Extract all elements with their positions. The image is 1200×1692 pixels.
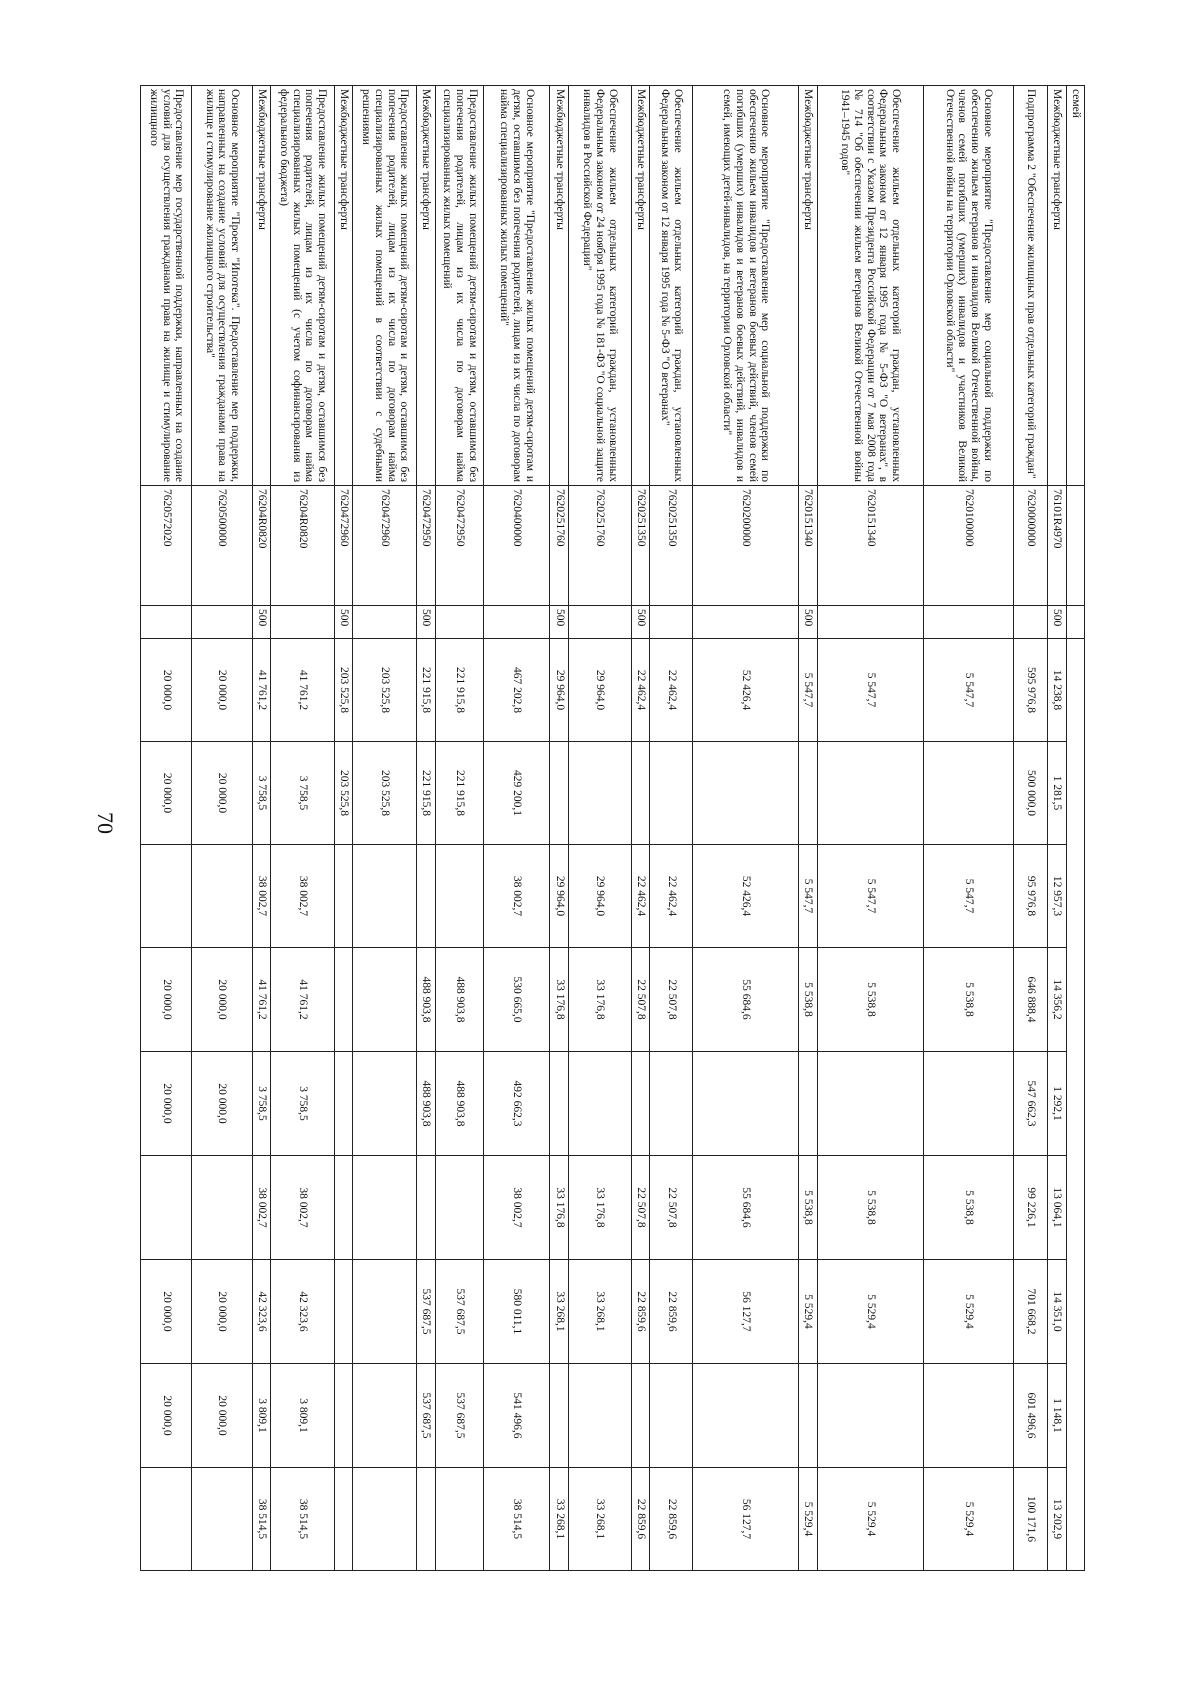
row-code: 7620251350 bbox=[631, 486, 650, 606]
row-value: 41 761,2 bbox=[252, 948, 271, 1052]
row-value: 5 529,4 bbox=[799, 1260, 818, 1364]
table-row bbox=[693, 86, 799, 1571]
row-value: 5 538,8 bbox=[923, 1156, 1014, 1260]
row-value: 55 684,6 bbox=[693, 948, 799, 1052]
row-value: 33 176,8 bbox=[550, 948, 569, 1052]
row-value bbox=[550, 742, 569, 845]
row-value bbox=[550, 1364, 569, 1468]
budget-table bbox=[140, 85, 1085, 1571]
row-kvr: 500 bbox=[252, 606, 271, 639]
row-value: 41 761,2 bbox=[271, 639, 334, 742]
row-value bbox=[650, 1364, 693, 1468]
row-value: 5 538,8 bbox=[817, 948, 923, 1052]
row-code: 7620251760 bbox=[568, 486, 631, 606]
row-value bbox=[141, 845, 192, 948]
row-value bbox=[650, 1052, 693, 1156]
table-row bbox=[631, 86, 650, 1571]
table-row bbox=[252, 86, 271, 1571]
row-value: 22 507,8 bbox=[650, 1156, 693, 1260]
row-value bbox=[353, 1468, 417, 1571]
row-value: 5 547,7 bbox=[923, 845, 1014, 948]
row-value: 33 268,1 bbox=[568, 1260, 631, 1364]
row-value: 38 002,7 bbox=[484, 1156, 550, 1260]
row-value: 3 809,1 bbox=[252, 1364, 271, 1468]
row-value: 1 281,5 bbox=[1047, 742, 1066, 845]
row-value: 221 915,8 bbox=[417, 639, 435, 742]
row-value: 3 809,1 bbox=[271, 1364, 334, 1468]
row-value bbox=[417, 1468, 435, 1571]
row-value: 595 976,8 bbox=[1014, 639, 1048, 742]
row-kvr bbox=[1066, 606, 1084, 639]
row-value: 20 000,0 bbox=[141, 639, 192, 742]
row-name: Предоставление жилых помещений детям-сиротам и детям, оставшимся без попечения родителей, лицам из их числа по договорам найма специализированных жилых помещений (с учетом софинансирования из федерального бюджета) bbox=[271, 86, 334, 486]
table-row bbox=[650, 86, 693, 1571]
table-row bbox=[334, 86, 352, 1571]
row-value: 20 000,0 bbox=[192, 742, 252, 845]
row-name: Предоставление жилых помещений детям-сиротам и детям, оставшимся без попечения родителей, лицам из их числа по договорам найма специализированных жилых помещений в соответствии с судебными решениями bbox=[353, 86, 417, 486]
row-code: 7620572020 bbox=[141, 486, 192, 606]
row-value bbox=[353, 1364, 417, 1468]
row-code: 7620100000 bbox=[923, 486, 1014, 606]
row-value: 20 000,0 bbox=[141, 1260, 192, 1364]
row-value: 13 064,1 bbox=[1047, 1156, 1066, 1260]
table-row bbox=[417, 86, 435, 1571]
row-value: 33 268,1 bbox=[568, 1468, 631, 1571]
row-kvr bbox=[353, 606, 417, 639]
row-kvr bbox=[271, 606, 334, 639]
row-name: Предоставление жилых помещений детям-сиротам и детям, оставшимся без попечения родителей, лицам из их числа по договорам найма специализированных жилых помещений bbox=[435, 86, 483, 486]
row-value bbox=[353, 1156, 417, 1260]
row-value bbox=[799, 742, 818, 845]
row-value: 20 000,0 bbox=[192, 1260, 252, 1364]
row-value bbox=[192, 1468, 252, 1571]
row-value: 22 462,4 bbox=[650, 639, 693, 742]
row-code: 7620151340 bbox=[799, 486, 818, 606]
row-value: 42 323,6 bbox=[271, 1260, 334, 1364]
row-kvr: 500 bbox=[334, 606, 352, 639]
table-row bbox=[1047, 86, 1066, 1571]
row-value bbox=[192, 1156, 252, 1260]
row-value: 22 507,8 bbox=[650, 948, 693, 1052]
table-row bbox=[141, 86, 192, 1571]
row-value: 5 529,4 bbox=[817, 1468, 923, 1571]
row-empty-cells bbox=[1066, 639, 1084, 1571]
row-value: 488 903,8 bbox=[417, 948, 435, 1052]
row-value bbox=[631, 742, 650, 845]
row-value: 5 529,4 bbox=[817, 1260, 923, 1364]
row-value bbox=[192, 845, 252, 948]
row-value: 29 964,0 bbox=[568, 845, 631, 948]
row-value: 41 761,2 bbox=[271, 948, 334, 1052]
row-value: 14 356,2 bbox=[1047, 948, 1066, 1052]
row-value: 221 915,8 bbox=[435, 742, 483, 845]
row-name: Основное мероприятие "Предоставление жилых помещений детям-сиротам и детям, оставшимся без попечения родителей, лицам из их числа по договорам найма специализированных жилых помещений" bbox=[484, 86, 550, 486]
row-value bbox=[799, 1052, 818, 1156]
table-row bbox=[568, 86, 631, 1571]
row-kvr bbox=[568, 606, 631, 639]
table-wrapper bbox=[140, 85, 1085, 1570]
row-value bbox=[435, 845, 483, 948]
row-name: семей bbox=[1066, 86, 1084, 486]
row-code: 7620472960 bbox=[334, 486, 352, 606]
row-value bbox=[334, 948, 352, 1052]
row-name: Межбюджетные трансферты bbox=[334, 86, 352, 486]
row-value bbox=[141, 1156, 192, 1260]
row-value: 537 687,5 bbox=[435, 1260, 483, 1364]
row-value: 33 268,1 bbox=[550, 1468, 569, 1571]
row-value: 467 202,8 bbox=[484, 639, 550, 742]
row-value: 22 462,4 bbox=[650, 845, 693, 948]
row-value: 99 226,1 bbox=[1014, 1156, 1048, 1260]
row-name: Межбюджетные трансферты bbox=[417, 86, 435, 486]
table-row bbox=[923, 86, 1014, 1571]
row-value bbox=[435, 1468, 483, 1571]
row-value: 537 687,5 bbox=[417, 1260, 435, 1364]
row-value: 580 011,1 bbox=[484, 1260, 550, 1364]
row-value: 22 859,6 bbox=[650, 1260, 693, 1364]
row-value: 22 859,6 bbox=[631, 1468, 650, 1571]
row-value: 646 888,4 bbox=[1014, 948, 1048, 1052]
row-value: 20 000,0 bbox=[192, 1364, 252, 1468]
row-value: 5 547,7 bbox=[817, 639, 923, 742]
row-value: 14 351,0 bbox=[1047, 1260, 1066, 1364]
row-value: 5 538,8 bbox=[799, 948, 818, 1052]
row-name: Подпрограмма 2 "Обеспечение жилищных прав отдельных категорий граждан" bbox=[1014, 86, 1048, 486]
row-value: 20 000,0 bbox=[141, 742, 192, 845]
row-code: 7620251350 bbox=[650, 486, 693, 606]
row-value bbox=[568, 1052, 631, 1156]
row-code: 7620472960 bbox=[353, 486, 417, 606]
row-value bbox=[334, 845, 352, 948]
row-value bbox=[334, 1052, 352, 1156]
row-value bbox=[353, 1052, 417, 1156]
row-code: 76204R0820 bbox=[252, 486, 271, 606]
row-value: 38 002,7 bbox=[484, 845, 550, 948]
row-kvr bbox=[693, 606, 799, 639]
row-value: 22 859,6 bbox=[631, 1260, 650, 1364]
row-value: 29 964,0 bbox=[550, 639, 569, 742]
row-name: Основное мероприятие "Проект "Ипотека". Предоставление мер поддержки, направленных на создание условий для осуществления гражданами права на жилище и стимулирование жилищного строительства" bbox=[192, 86, 252, 486]
table-row bbox=[435, 86, 483, 1571]
row-code: 7620400000 bbox=[484, 486, 550, 606]
row-kvr: 500 bbox=[1047, 606, 1066, 639]
page-number: 70 bbox=[93, 812, 118, 834]
row-value bbox=[568, 742, 631, 845]
row-value: 22 462,4 bbox=[631, 639, 650, 742]
row-code: 7620000000 bbox=[1014, 486, 1048, 606]
row-value bbox=[693, 1052, 799, 1156]
row-value: 12 957,3 bbox=[1047, 845, 1066, 948]
row-value: 530 665,0 bbox=[484, 948, 550, 1052]
row-value: 5 547,7 bbox=[799, 845, 818, 948]
row-value: 38 002,7 bbox=[252, 845, 271, 948]
row-value bbox=[353, 948, 417, 1052]
row-value: 488 903,8 bbox=[435, 1052, 483, 1156]
row-value bbox=[435, 1156, 483, 1260]
row-value bbox=[817, 742, 923, 845]
row-value: 22 462,4 bbox=[631, 845, 650, 948]
row-value: 13 202,9 bbox=[1047, 1468, 1066, 1571]
row-value bbox=[923, 1052, 1014, 1156]
row-code: 76101R4970 bbox=[1047, 486, 1066, 606]
row-value: 5 547,7 bbox=[799, 639, 818, 742]
row-value: 22 859,6 bbox=[650, 1468, 693, 1571]
row-value: 3 758,5 bbox=[252, 742, 271, 845]
table-row bbox=[271, 86, 334, 1571]
row-kvr: 500 bbox=[550, 606, 569, 639]
row-kvr bbox=[650, 606, 693, 639]
row-value: 20 000,0 bbox=[141, 1364, 192, 1468]
row-value bbox=[693, 742, 799, 845]
row-value: 1 148,1 bbox=[1047, 1364, 1066, 1468]
row-name: Межбюджетные трансферты bbox=[1047, 86, 1066, 486]
row-code: 7620251760 bbox=[550, 486, 569, 606]
row-value: 221 915,8 bbox=[435, 639, 483, 742]
row-kvr bbox=[192, 606, 252, 639]
row-value: 38 514,5 bbox=[484, 1468, 550, 1571]
row-value bbox=[334, 1260, 352, 1364]
row-kvr bbox=[435, 606, 483, 639]
row-value: 33 176,8 bbox=[550, 1156, 569, 1260]
row-value: 488 903,8 bbox=[435, 948, 483, 1052]
row-value bbox=[334, 1156, 352, 1260]
row-value: 38 002,7 bbox=[271, 1156, 334, 1260]
row-value: 20 000,0 bbox=[141, 1052, 192, 1156]
row-value: 488 903,8 bbox=[417, 1052, 435, 1156]
row-code: 7620151340 bbox=[817, 486, 923, 606]
row-value: 29 964,0 bbox=[550, 845, 569, 948]
row-kvr bbox=[923, 606, 1014, 639]
row-kvr bbox=[1014, 606, 1048, 639]
row-name: Обеспечение жильем отдельных категорий граждан, установленных Федеральным законом от 24 ноября 1995 года № 181-ФЗ "О социальной защите инвалидов в Российской Федерации" bbox=[568, 86, 631, 486]
row-value bbox=[141, 1468, 192, 1571]
row-value: 3 758,5 bbox=[271, 742, 334, 845]
row-kvr: 500 bbox=[799, 606, 818, 639]
row-value: 5 529,4 bbox=[799, 1468, 818, 1571]
row-value bbox=[550, 1052, 569, 1156]
row-name: Основное мероприятие "Предоставление мер социальной поддержки по обеспечению жильем инвалидов и ветеранов боевых действий, членов семей погибших (умерших) инвалидов и ветеранов боевых действий, инвалидов и семей, имеющих детей-инвалидов, на территории Орловской области" bbox=[693, 86, 799, 486]
row-value: 20 000,0 bbox=[192, 1052, 252, 1156]
row-value: 1 292,1 bbox=[1047, 1052, 1066, 1156]
table-row bbox=[1066, 86, 1084, 1571]
row-code: 76204R0820 bbox=[271, 486, 334, 606]
row-value: 601 496,6 bbox=[1014, 1364, 1048, 1468]
row-value: 537 687,5 bbox=[417, 1364, 435, 1468]
row-value: 3 758,5 bbox=[252, 1052, 271, 1156]
row-value: 5 547,7 bbox=[923, 639, 1014, 742]
row-kvr: 500 bbox=[417, 606, 435, 639]
row-value: 100 171,6 bbox=[1014, 1468, 1048, 1571]
row-value: 5 538,8 bbox=[923, 948, 1014, 1052]
row-value: 3 758,5 bbox=[271, 1052, 334, 1156]
row-code: 7620200000 bbox=[693, 486, 799, 606]
row-kvr bbox=[817, 606, 923, 639]
row-name: Межбюджетные трансферты bbox=[631, 86, 650, 486]
row-code: 7620472950 bbox=[435, 486, 483, 606]
row-value bbox=[334, 1468, 352, 1571]
table-row bbox=[550, 86, 569, 1571]
row-value bbox=[417, 1156, 435, 1260]
table-row bbox=[817, 86, 923, 1571]
table-row bbox=[1014, 86, 1048, 1571]
row-value: 5 538,8 bbox=[799, 1156, 818, 1260]
row-value: 20 000,0 bbox=[192, 639, 252, 742]
row-value bbox=[353, 845, 417, 948]
row-value: 38 002,7 bbox=[252, 1156, 271, 1260]
row-value: 5 538,8 bbox=[817, 1156, 923, 1260]
row-value: 5 529,4 bbox=[923, 1260, 1014, 1364]
row-value bbox=[817, 1052, 923, 1156]
row-value bbox=[650, 742, 693, 845]
row-value: 492 662,3 bbox=[484, 1052, 550, 1156]
row-value: 56 127,7 bbox=[693, 1468, 799, 1571]
row-value: 41 761,2 bbox=[252, 639, 271, 742]
row-value: 20 000,0 bbox=[192, 948, 252, 1052]
row-value bbox=[693, 1364, 799, 1468]
row-code bbox=[1066, 486, 1084, 606]
row-value: 38 002,7 bbox=[271, 845, 334, 948]
row-value: 38 514,5 bbox=[271, 1468, 334, 1571]
row-value bbox=[334, 1364, 352, 1468]
row-name: Межбюджетные трансферты bbox=[799, 86, 818, 486]
row-value: 5 529,4 bbox=[923, 1468, 1014, 1571]
row-name: Межбюджетные трансферты bbox=[550, 86, 569, 486]
row-value: 52 426,4 bbox=[693, 845, 799, 948]
row-value bbox=[417, 845, 435, 948]
row-value bbox=[923, 1364, 1014, 1468]
row-value: 22 507,8 bbox=[631, 1156, 650, 1260]
row-value: 203 525,8 bbox=[353, 639, 417, 742]
row-value: 203 525,8 bbox=[334, 639, 352, 742]
row-value: 29 964,0 bbox=[568, 639, 631, 742]
row-value: 537 687,5 bbox=[435, 1364, 483, 1468]
row-value: 52 426,4 bbox=[693, 639, 799, 742]
row-value bbox=[631, 1052, 650, 1156]
row-value: 55 684,6 bbox=[693, 1156, 799, 1260]
row-value: 541 496,6 bbox=[484, 1364, 550, 1468]
row-value: 221 915,8 bbox=[417, 742, 435, 845]
row-value: 429 200,1 bbox=[484, 742, 550, 845]
row-value bbox=[568, 1364, 631, 1468]
row-value bbox=[923, 742, 1014, 845]
row-value: 547 662,3 bbox=[1014, 1052, 1048, 1156]
table-row bbox=[799, 86, 818, 1571]
table-row bbox=[353, 86, 417, 1571]
row-code: 7620500000 bbox=[192, 486, 252, 606]
row-value: 33 176,8 bbox=[568, 948, 631, 1052]
row-kvr: 500 bbox=[631, 606, 650, 639]
row-value: 33 268,1 bbox=[550, 1260, 569, 1364]
row-value: 95 976,8 bbox=[1014, 845, 1048, 948]
row-name: Обеспечение жильем отдельных категорий граждан, установленных Федеральным законом от 12 января 1995 года № 5-ФЗ "О ветеранах", в соответствии с Указом Президента Российской Федерации от 7 мая 2008 года № 714 "Об обеспечении жильем ветеранов Великой Отечественной войны 1941–1945 годов" bbox=[817, 86, 923, 486]
row-value: 56 127,7 bbox=[693, 1260, 799, 1364]
row-value: 42 323,6 bbox=[252, 1260, 271, 1364]
row-name: Межбюджетные трансферты bbox=[252, 86, 271, 486]
row-name: Обеспечение жильем отдельных категорий граждан, установленных Федеральным законом от 12 января 1995 года № 5-ФЗ "О ветеранах" bbox=[650, 86, 693, 486]
row-value: 33 176,8 bbox=[568, 1156, 631, 1260]
row-value: 22 507,8 bbox=[631, 948, 650, 1052]
row-name: Предоставление мер государственной поддержки, направленных на создание условий для осуществления гражданами права на жилище и стимулирование жилищного bbox=[141, 86, 192, 486]
row-value: 20 000,0 bbox=[141, 948, 192, 1052]
row-value: 38 514,5 bbox=[252, 1468, 271, 1571]
row-kvr bbox=[141, 606, 192, 639]
table-row bbox=[484, 86, 550, 1571]
row-value: 500 000,0 bbox=[1014, 742, 1048, 845]
row-name: Основное мероприятие "Предоставление мер социальной поддержки по обеспечению жильем ветеранов и инвалидов Великой Отечественной войны, членов семей погибших (умерших) инвалидов и участников Великой Отечественной войны на территории Орловской области" bbox=[923, 86, 1014, 486]
row-value bbox=[799, 1364, 818, 1468]
row-value: 701 668,2 bbox=[1014, 1260, 1048, 1364]
table-row bbox=[192, 86, 252, 1571]
row-kvr bbox=[484, 606, 550, 639]
row-value: 203 525,8 bbox=[334, 742, 352, 845]
row-code: 7620472950 bbox=[417, 486, 435, 606]
row-value: 203 525,8 bbox=[353, 742, 417, 845]
row-value bbox=[817, 1364, 923, 1468]
row-value: 5 547,7 bbox=[817, 845, 923, 948]
row-value bbox=[353, 1260, 417, 1364]
row-value bbox=[631, 1364, 650, 1468]
row-value: 14 238,8 bbox=[1047, 639, 1066, 742]
